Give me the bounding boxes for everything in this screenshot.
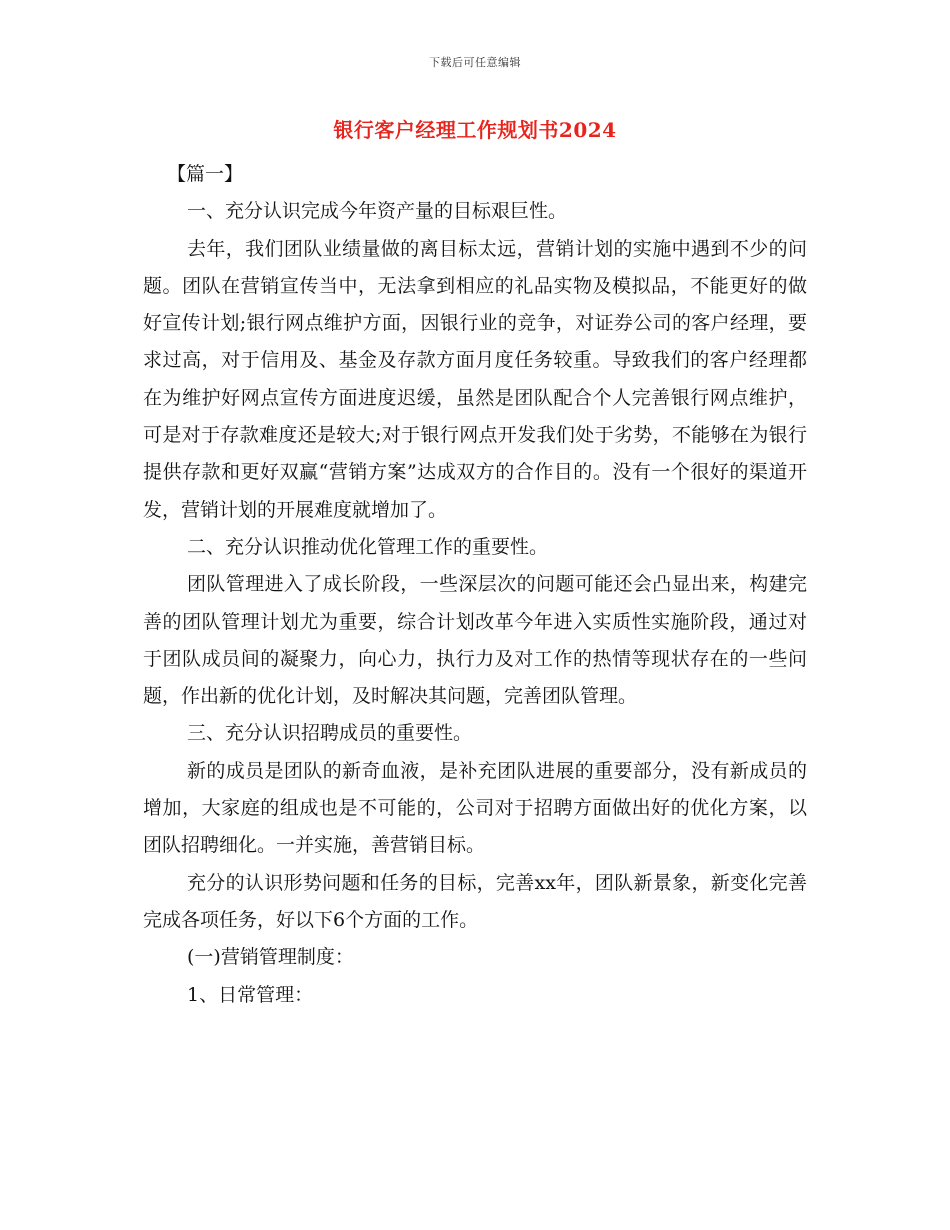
subheading-2: 1、日常管理： — [187, 983, 314, 1006]
paragraph-1: 去年，我们团队业绩量做的离目标太远，营销计划的实施中遇到不少的问题。团队在营销宣传当中，无法拿到相应的礼品实物及模拟品，不能更好的做好宣传计划;银行网点维护方面，因银行业的竞争，对证券公司的客户经理，要求过高，对于信用及、基金及存款方面月度任务较重。导致我们的客户经理都在为维护好网点宣传方面进度迟缓，虽然是团队配合个人完善银行网点维护，可是对于存款难度还是较大;对于银行网点开发我们处于劣势，不能够在为银行提供存款和更好双赢“营销方案”达成双方的合作目的。没有一个很好的渠道开发，营销计划的开展难度就增加了。 — [143, 237, 807, 521]
section-mark: 【篇一】 — [167, 163, 244, 185]
document-title: 银行客户经理工作规划书2024 — [333, 118, 617, 142]
paragraph-4: 充分的认识形势问题和任务的目标，完善xx年，团队新景象，新变化完善完成各项任务，好以下6个方面的工作。 — [143, 871, 807, 931]
header-note: 下载后可任意编辑 — [429, 56, 521, 69]
document-body — [143, 156, 807, 1014]
paragraph-2: 团队管理进入了成长阶段，一些深层次的问题可能还会凸显出来，构建完善的团队管理计划尤为重要，综合计划改革今年进入实质性实施阶段，通过对于团队成员间的凝聚力，向心力，执行力及对工作的热情等现状存在的一些问题，作出新的优化计划，及时解决其问题，完善团队管理。 — [143, 573, 807, 708]
paragraph-3: 新的成员是团队的新奇血液，是补充团队进展的重要部分，没有新成员的增加，大家庭的组成也是不可能的，公司对于招聘方面做出好的优化方案，以团队招聘细化。一并实施，善营销目标。 — [143, 759, 807, 857]
subheading-1: (一)营销管理制度： — [187, 946, 354, 969]
heading-3: 三、充分认识招聘成员的重要性。 — [187, 722, 473, 745]
heading-1: 一、充分认识完成今年资产量的目标艰巨性。 — [187, 200, 568, 223]
heading-2: 二、充分认识推动优化管理工作的重要性。 — [187, 535, 549, 558]
